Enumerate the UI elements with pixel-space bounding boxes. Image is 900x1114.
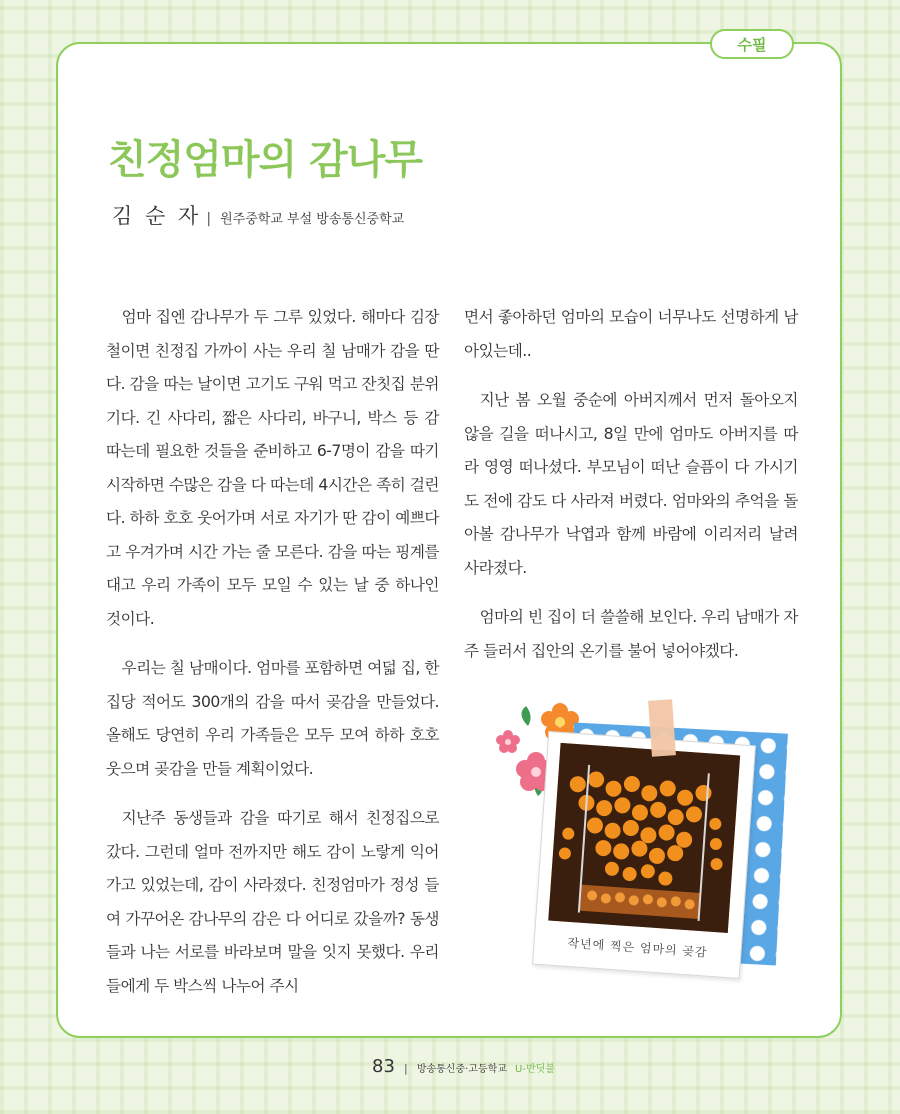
byline	[112, 200, 404, 230]
paragraph: 엄마 집엔 감나무가 두 그루 있었다. 해마다 김장철이면 친정집 가까이 사는 우리 칠 남매가 감을 딴다. 감을 따는 날이면 고기도 구워 먹고 잔칫집 분위기다. 긴 사다리, 짧은 사다리, 바구니, 박스 등 감 따는데 필요한 것들을 준비하고 6-7명이 감을 따기 시작하면 수많은 감을 다 따는데 4시간은 족히 걸린다. 하하 호호 웃어가며 서로 자기가 딴 감이 예쁘다고 우겨가며 시간 가는 줄 모른다. 감을 따는 핑계를 대고 우리 가족이 모두 모일 수 있는 날 중 하나인 것이다.	[106, 308, 439, 628]
photo-frame	[532, 731, 756, 979]
paragraph: 지난 봄 오월 중순에 아버지께서 먼저 돌아오지 않을 길을 떠나시고, 8일 만에 엄마도 아버지를 따라 영영 떠나셨다. 부모님이 떠난 슬픔이 다 가시기도 전에 감도 다 사라져 버렸다. 엄마와의 추억을 돌아볼 감나무가 낙엽과 함께 바람에 이리저리 날려 사라졌다.	[464, 391, 798, 577]
tape-strip	[648, 699, 676, 757]
page-footer	[372, 1056, 555, 1077]
author-name: 김 순 자	[112, 204, 202, 228]
byline-separator: |	[206, 211, 212, 227]
paragraph: 엄마의 빈 집이 더 쓸쓸해 보인다. 우리 남매가 자주 들러서 집안의 온기를 불어 넣어야겠다.	[464, 608, 798, 660]
author-school: 원주중학교 부설 방송통신중학교	[220, 212, 405, 227]
paragraph: 우리는 칠 남매이다. 엄마를 포함하면 여덟 집, 한 집당 적어도 300개의 감을 따서 곶감을 만들었다. 올해도 당연히 우리 가족들은 모두 모여 하하 호호 웃으며 곶감을 만들 계획이었다.	[106, 659, 439, 778]
publication-name: 방송통신중·고등학교	[416, 1064, 507, 1075]
section-tag: 수필	[710, 29, 794, 59]
essay-title: 친정엄마의 감나무	[108, 136, 423, 183]
persimmon-illustration-icon	[548, 743, 740, 933]
body-column-left	[106, 301, 439, 1019]
photo-caption: 작년에 찍은 엄마의 곶감	[567, 935, 709, 960]
body-column-right	[464, 301, 798, 684]
footer-separator: |	[404, 1062, 408, 1075]
dried-persimmon-photo	[548, 743, 740, 933]
page-number: 83	[372, 1056, 395, 1077]
paragraph: 지난주 동생들과 감을 따기로 해서 친정집으로 갔다. 그런데 얼마 전까지만 해도 감이 노랗게 익어가고 있었는데, 감이 사라졌다. 친정엄마가 정성 들여 가꾸어온 감나무의 감은 다 어디로 갔을까? 동생들과 나는 서로를 바라보며 말을 잇지 못했다. 우리들에게 두 박스씩 나누어 주시	[106, 809, 439, 995]
brand-name: U-반딧불	[515, 1064, 555, 1075]
paragraph: 면서 좋아하던 엄마의 모습이 너무나도 선명하게 남아있는데..	[464, 308, 798, 360]
